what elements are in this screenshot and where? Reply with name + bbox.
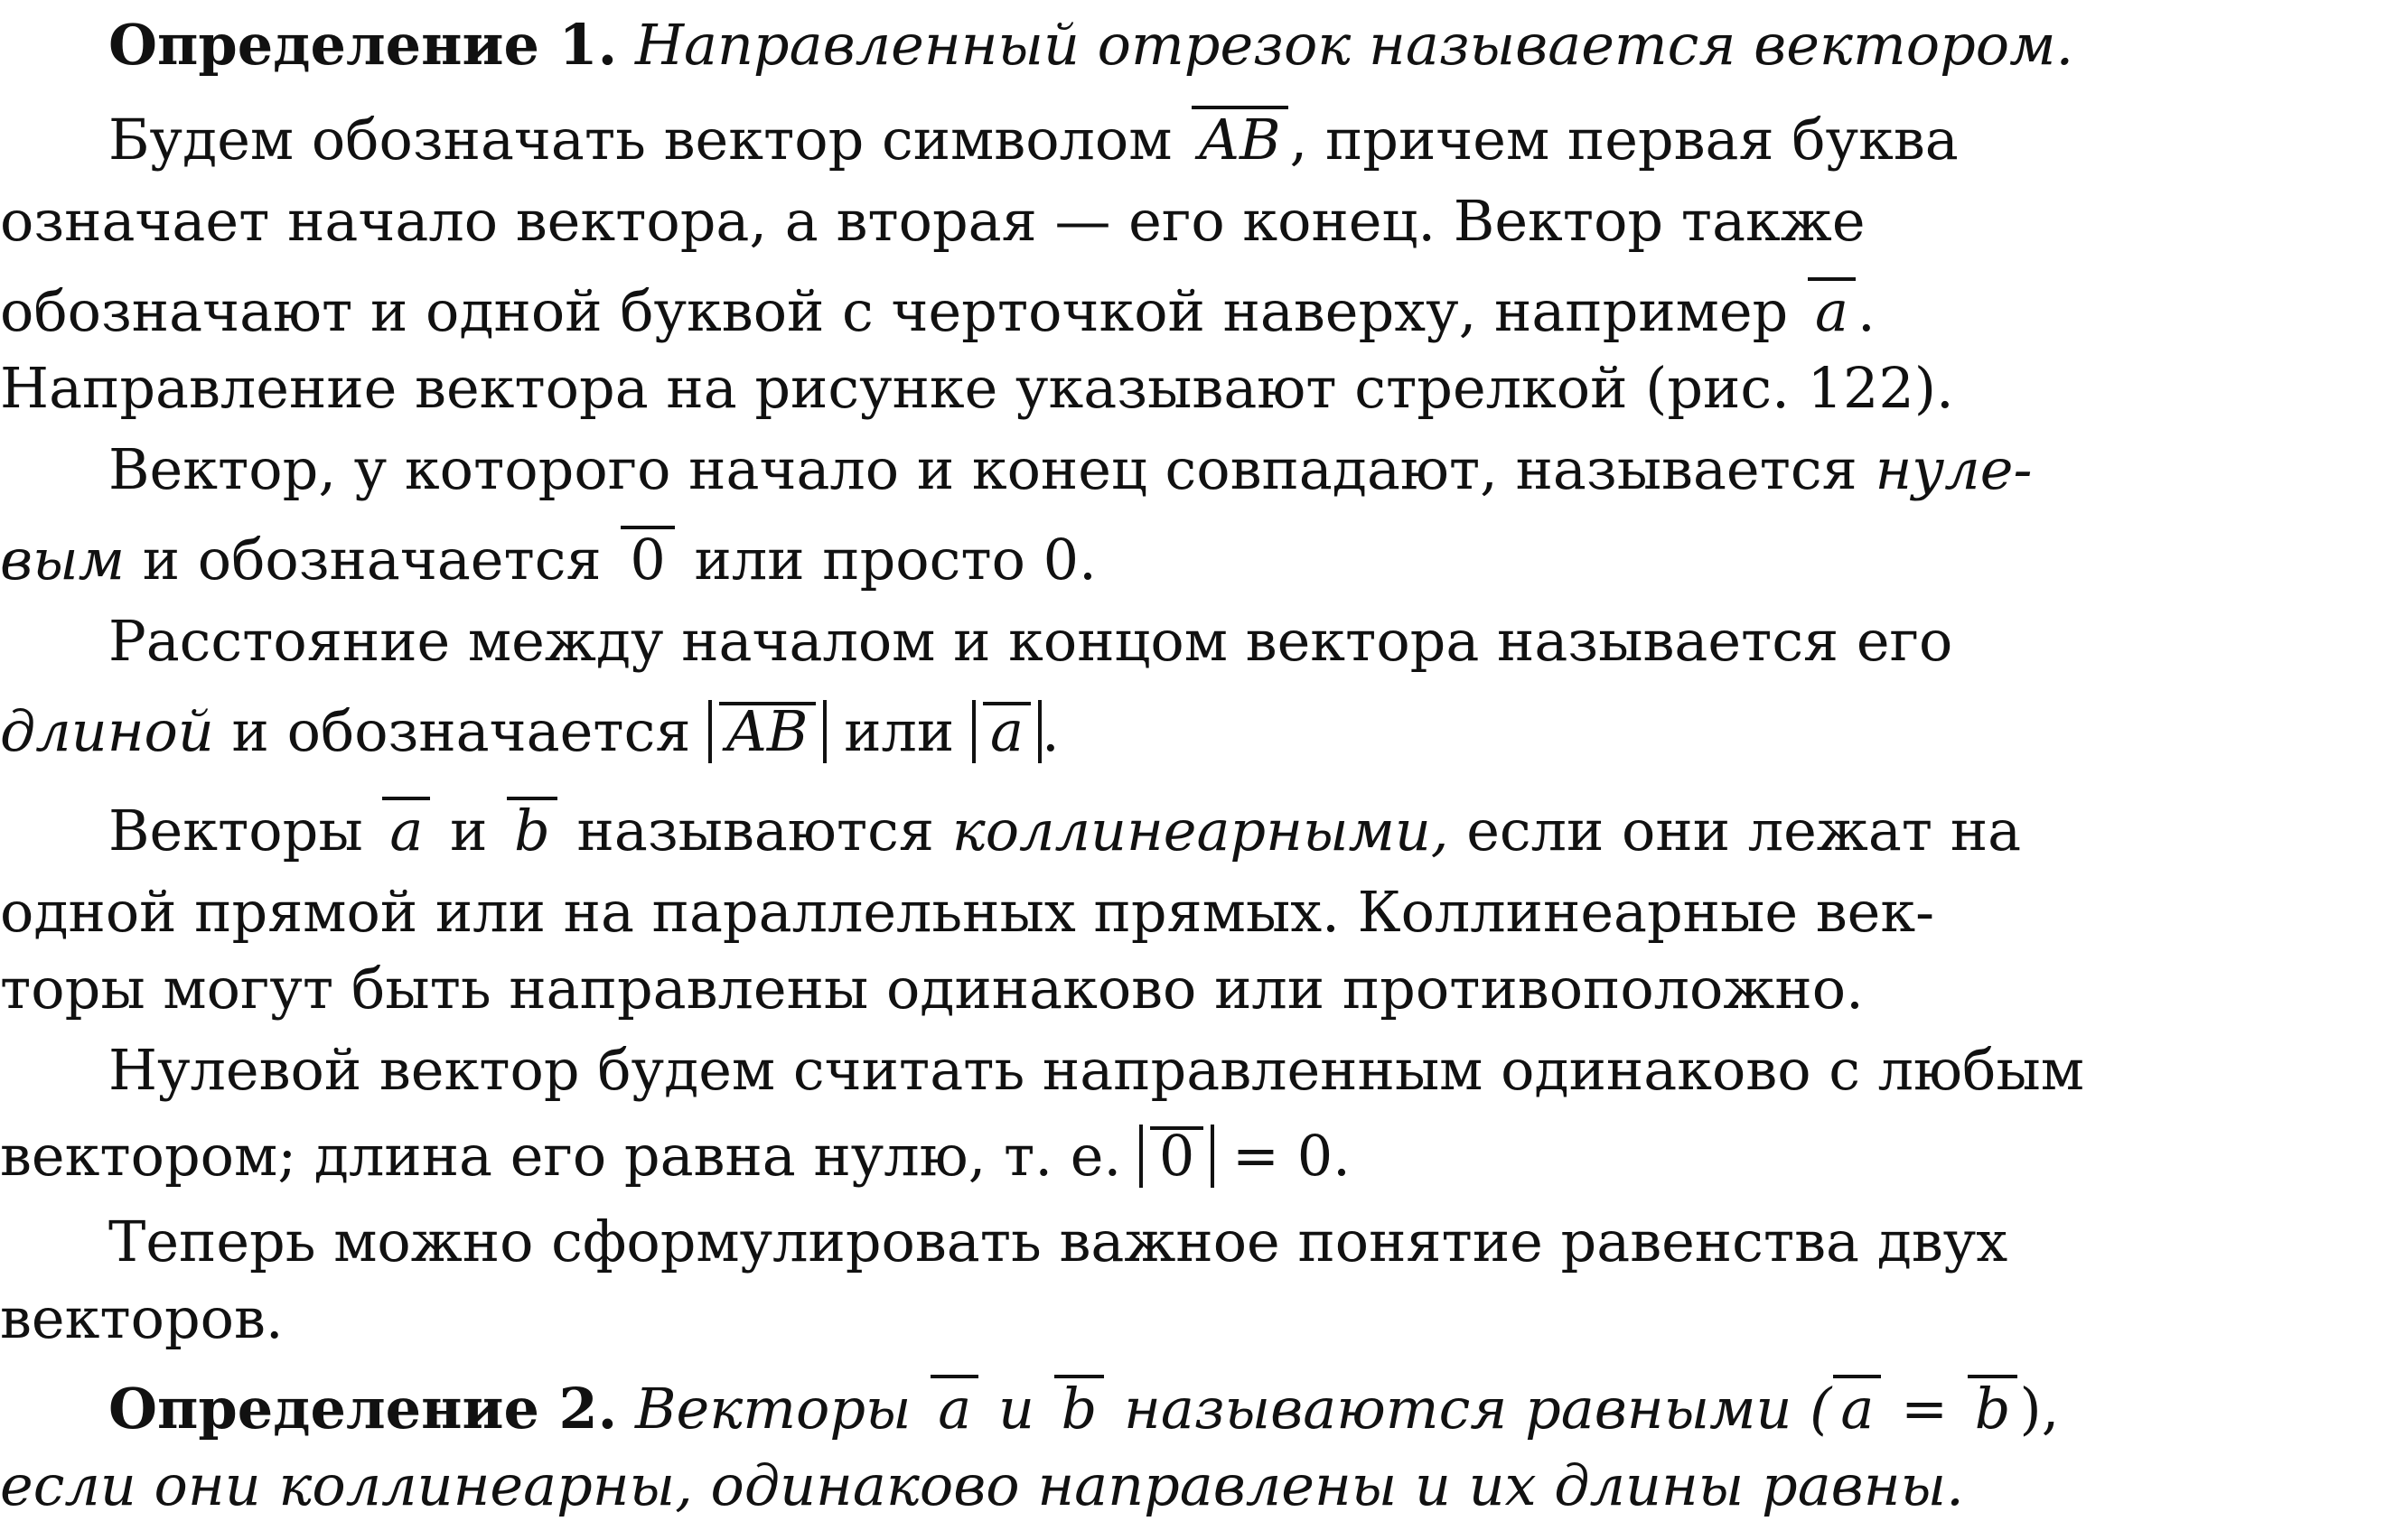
text-span: одной прямой или на параллельных прямых. Коллинеарные век- xyxy=(0,879,1935,945)
vector-a: a xyxy=(380,795,432,867)
text-span: если они лежат на xyxy=(1466,798,2022,863)
definition-2-label: Определение 2. xyxy=(108,1376,618,1442)
text-span: вектором; длина его равна нулю, т. е. xyxy=(0,1123,1122,1189)
text-span: и обозначается xyxy=(142,527,602,593)
term-zero-vector-part2: вым xyxy=(0,527,125,593)
definition-1-text: Направленный отрезок называется вектором. xyxy=(634,12,2074,78)
text-span: Нулевой вектор будем считать направленным одинаково с любым xyxy=(108,1037,2084,1103)
text-span: и обозначается xyxy=(231,698,691,764)
text-span: Будем обозначать вектор символом xyxy=(108,107,1173,173)
length-a xyxy=(972,700,1042,763)
zero-vector: 0 xyxy=(1148,1125,1205,1188)
term-length: длиной xyxy=(0,698,214,764)
definition-2-line-2 xyxy=(0,1450,2395,1522)
length-zero-vector xyxy=(1139,1125,1214,1188)
paragraph-4-line-3 xyxy=(0,953,2395,1025)
paragraph-1-line-3 xyxy=(0,275,2395,348)
text-span: . xyxy=(1857,278,1876,344)
text-span: Вектор, у которого начало и конец совпадают, называется xyxy=(108,436,1857,502)
text-span: торы могут быть направлены одинаково или противоположно. xyxy=(0,956,1864,1022)
text-span: Направление вектора на рисунке указывают стрелкой (рис. 122). xyxy=(0,355,1954,421)
text-span: означает начало вектора, а вторая — его конец. Вектор также xyxy=(0,188,1866,254)
vector-a: a xyxy=(1831,1373,1883,1445)
text-span: . xyxy=(1041,698,1060,764)
paragraph-4-line-1 xyxy=(0,795,2395,867)
definition-2-line-1 xyxy=(0,1373,2395,1445)
paragraph-2-line-1 xyxy=(0,434,2395,506)
text-span: Векторы xyxy=(108,798,363,863)
paragraph-5-line-2 xyxy=(0,1120,2395,1192)
vector-b: b xyxy=(505,795,559,867)
vector-ab: AB xyxy=(1190,104,1289,176)
vector-b: b xyxy=(1052,1373,1107,1445)
paragraph-5-line-1 xyxy=(0,1034,2395,1106)
definition-1-label: Определение 1. xyxy=(108,12,618,78)
vector-b: b xyxy=(1966,1373,2020,1445)
equals-sign: = xyxy=(1901,1376,1949,1442)
paragraph-1-line-4 xyxy=(0,352,2395,425)
text-span: или просто 0. xyxy=(694,527,1097,593)
paragraph-3-line-1 xyxy=(0,605,2395,677)
paragraph-6-line-2 xyxy=(0,1283,2395,1355)
text-span: называются равными ( xyxy=(1124,1376,1832,1442)
paragraph-6-line-1 xyxy=(0,1206,2395,1278)
text-span: и xyxy=(450,798,488,863)
vector-a: a xyxy=(929,1373,980,1445)
term-zero-vector-part1: нуле- xyxy=(1875,436,2033,502)
text-span: , причем первая буква xyxy=(1289,107,1959,173)
text-span: или xyxy=(844,698,955,764)
vector-a: a xyxy=(981,700,1033,763)
paragraph-1-line-2 xyxy=(0,185,2395,257)
length-ab xyxy=(708,700,826,763)
paragraph-2-line-2 xyxy=(0,524,2395,596)
vector-ab: AB xyxy=(717,700,817,763)
paragraph-1-line-1 xyxy=(0,104,2395,176)
term-collinear: коллинеарными, xyxy=(951,798,1449,863)
text-span: и xyxy=(997,1376,1034,1442)
definition-1 xyxy=(0,9,2395,81)
paragraph-4-line-2 xyxy=(0,876,2395,948)
text-span: если они коллинеарны, одинаково направлены и их длины равны. xyxy=(0,1452,1964,1518)
text-span: Векторы xyxy=(634,1376,912,1442)
text-span: Расстояние между началом и концом вектора называется его xyxy=(108,608,1953,674)
text-span: = 0. xyxy=(1232,1123,1351,1189)
text-span: ), xyxy=(2019,1376,2060,1442)
text-span: называются xyxy=(576,798,934,863)
zero-vector: 0 xyxy=(619,524,676,596)
text-span: векторов. xyxy=(0,1285,284,1351)
text-span: обозначают и одной буквой с черточкой наверху, например xyxy=(0,278,1789,344)
text-span: Теперь можно сформулировать важное понятие равенства двух xyxy=(108,1209,2008,1274)
vector-a: a xyxy=(1806,275,1857,348)
paragraph-3-line-2 xyxy=(0,695,2395,768)
